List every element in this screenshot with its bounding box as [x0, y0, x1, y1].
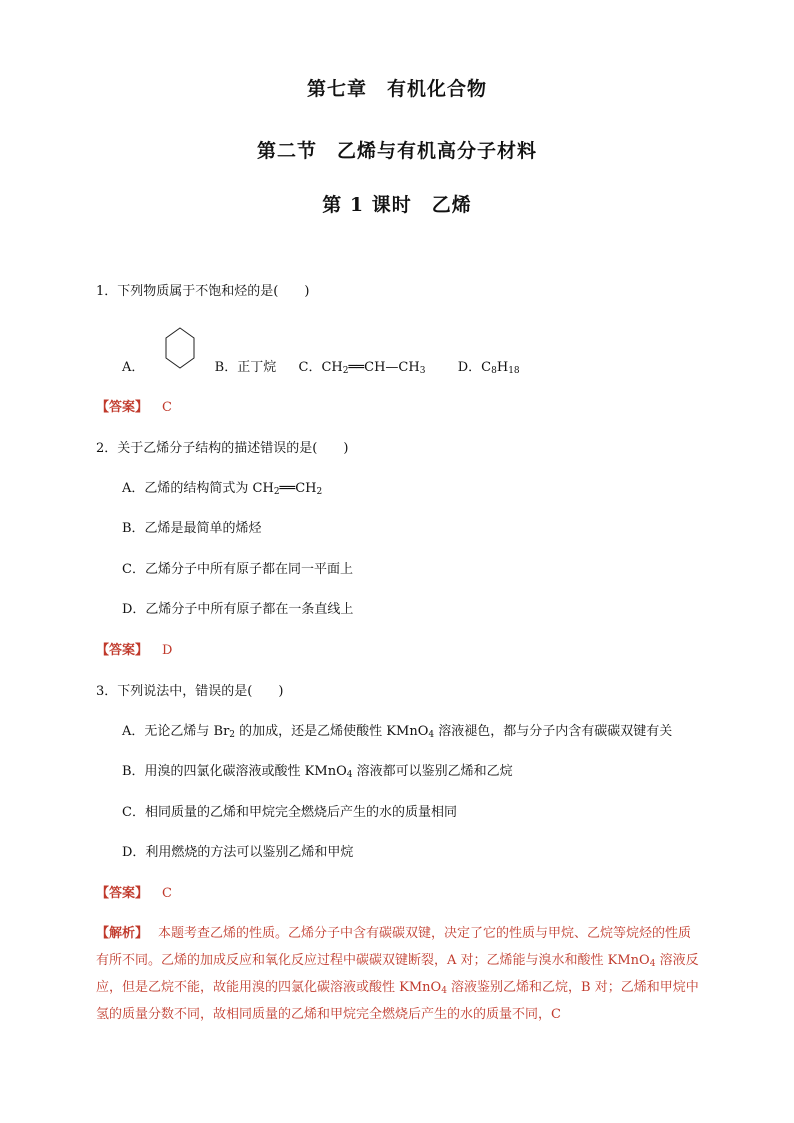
q1-option-d: D．$C_8H_{18}$: [457, 360, 520, 376]
q1-options: [122, 359, 520, 377]
q2-option-a: A．乙烯的结构简式为 $CH_2══CH_2$: [122, 481, 323, 497]
section-title: 第二节 乙烯与有机高分子材料: [256, 140, 537, 162]
q2-stem: 2．关于乙烯分子结构的描述错误的是( ): [96, 441, 349, 456]
q3-analysis-text-3: 溶液鉴别乙烯和乙烷，B 对；乙烯和甲烷中氢的质量分数不同，故相同质量的乙烯和甲烷完全燃烧后产生的水的质量不同，C: [96, 980, 699, 1022]
chapter-title: 第七章 有机化合物: [306, 78, 487, 100]
q3-analysis-text-1: 本题考查乙烯的性质。乙烯分子中含有碳碳双键，决定了它的性质与甲烷、乙烷等烷烃的性质有所不同。乙烯的加成反应和氧化反应过程中碳碳双键断裂，A 对；乙烯能与溴水和酸性 KMnO: [96, 926, 692, 968]
q1-answer-value: C: [162, 400, 172, 415]
q3-option-d: D．利用燃烧的方法可以鉴别乙烯和甲烷: [122, 845, 354, 860]
answer-tag: 【答案】: [96, 643, 149, 658]
q1-answer: [96, 399, 172, 417]
q1-option-b: B．正丁烷: [214, 360, 277, 375]
q2-option-d: D．乙烯分子中所有原子都在一条直线上: [122, 602, 354, 617]
q3-answer: [96, 885, 172, 903]
q2-answer-value: D: [162, 643, 173, 658]
answer-tag: 【答案】: [96, 886, 149, 901]
analysis-tag: 【解析】: [96, 926, 149, 941]
q1-option-a: A．: [122, 360, 145, 375]
answer-tag: 【答案】: [96, 400, 149, 415]
q3-analysis-text-2: 溶液反应，但是乙烷不能，故能用溴的四氯化碳溶液或酸性 KMnO: [96, 953, 699, 995]
q3-option-a: A．无论乙烯与 $Br_2$ 的加成，还是乙烯使酸性 KMnO$_4$ 溶液褪色，都与分子内含有碳碳双键有关: [122, 724, 673, 740]
q3-answer-value: C: [162, 886, 172, 901]
q3-option-b: B．用溴的四氯化碳溶液或酸性 KMnO$_4$ 溶液都可以鉴别乙烯和乙烷: [122, 764, 513, 780]
q3-option-c: C．相同质量的乙烯和甲烷完全燃烧后产生的水的质量相同: [122, 805, 457, 820]
q1-stem: 1．下列物质属于不饱和烃的是( ): [96, 284, 310, 299]
lesson-title: 第 1 课时 乙烯: [322, 194, 472, 216]
q2-answer: [96, 642, 172, 660]
q1-option-c: C．$CH_2══CH—CH_3$: [298, 360, 426, 376]
q2-option-c: C．乙烯分子中所有原子都在同一平面上: [122, 562, 353, 577]
q2-option-b: B．乙烯是最简单的烯烃: [122, 521, 262, 536]
q3-analysis: 【解析】 本题考查乙烯的性质。乙烯分子中含有碳碳双键，决定了它的性质与甲烷、乙烷等烷烃的性质有所不同。乙烯的加成反应和氧化反应过程中碳碳双键断裂，A 对；乙烯能与溴水和酸性 KMnO$_4$ 溶液反应，但是乙烷不能，故能用溴的四氯化碳溶液或酸性 KMnO$_4$ 溶液鉴别乙烯和乙烷，B 对；乙烯和甲烷中氢的质量分数不同，故相同质量的乙烯和甲烷完全燃烧后产生的水的质量不同，C: [96, 926, 699, 1022]
q3-stem: 3．下列说法中，错误的是( ): [96, 684, 284, 699]
